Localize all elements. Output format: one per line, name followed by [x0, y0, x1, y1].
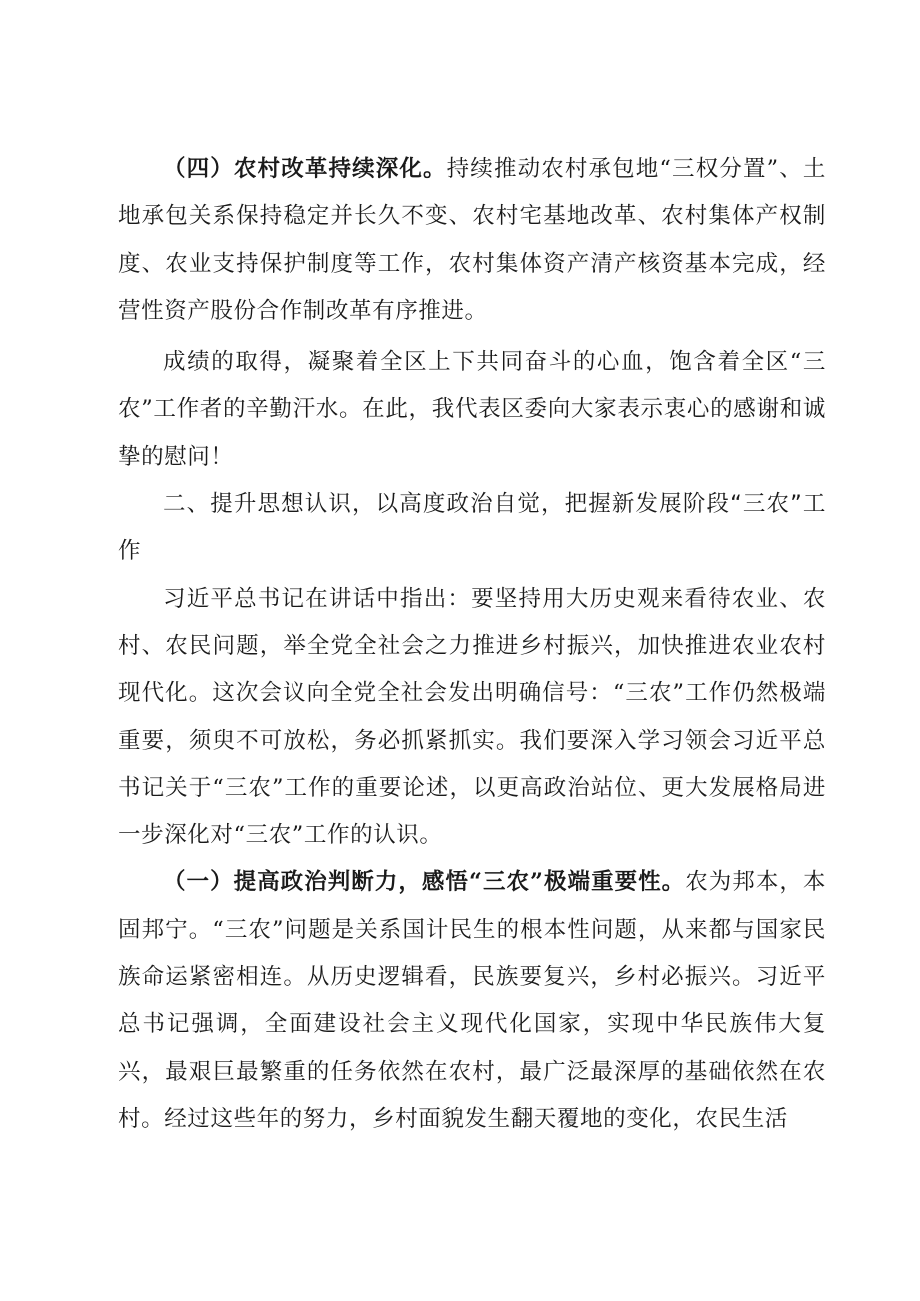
paragraph-section-one: [118, 859, 826, 1143]
document-page: [118, 146, 826, 1143]
paragraph-thanks: 成绩的取得，凝聚着全区上下共同奋斗的心血，饱含着全区“三农”工作者的辛勤汗水。在此，我代表区委向大家表示衷心的感谢和诚挚的慰问！: [118, 349, 826, 470]
paragraph-section-four: [118, 146, 826, 335]
paragraph-xi-speech: 习近平总书记在讲话中指出：要坚持用大历史观来看待农业、农村、农民问题，举全党全社会之力推进乡村振兴，加快推进农业农村现代化。这次会议向全党全社会发出明确信号：“三农”工作仍然极端重要，须臾不可放松，务必抓紧抓实。我们要深入学习领会习近平总书记关于“三农”工作的重要论述，以更高政治站位、更大发展格局进一步深化对“三农”工作的认识。: [118, 585, 826, 849]
section-one-lead: （一）提高政治判断力，感悟“三农”极端重要性。: [163, 869, 686, 896]
section-one-body: 农为邦本，本固邦宁。“三农”问题是关系国计民生的根本性问题，从来都与国家民族命运紧密相连。从历史逻辑看，民族要复兴，乡村必振兴。习近平总书记强调，全面建设社会主义现代化国家，实现中华民族伟大复兴，最艰巨最繁重的任务依然在农村，最广泛最深厚的基础依然在农村。经过这些年的努力，乡村面貌发生翻天覆地的变化，农民生活: [118, 869, 826, 1132]
heading-two: 二、提升思想认识，以高度政治自觉，把握新发展阶段“三农”工作: [118, 491, 826, 565]
section-four-lead: （四）农村改革持续深化。: [163, 156, 447, 182]
section-four-body: 持续推动农村承包地“三权分置”、土地承包关系保持稳定并长久不变、农村宅基地改革、农村集体产权制度、农业支持保护制度等工作，农村集体资产清产核资基本完成，经营性资产股份合作制改革有序推进。: [118, 156, 826, 324]
